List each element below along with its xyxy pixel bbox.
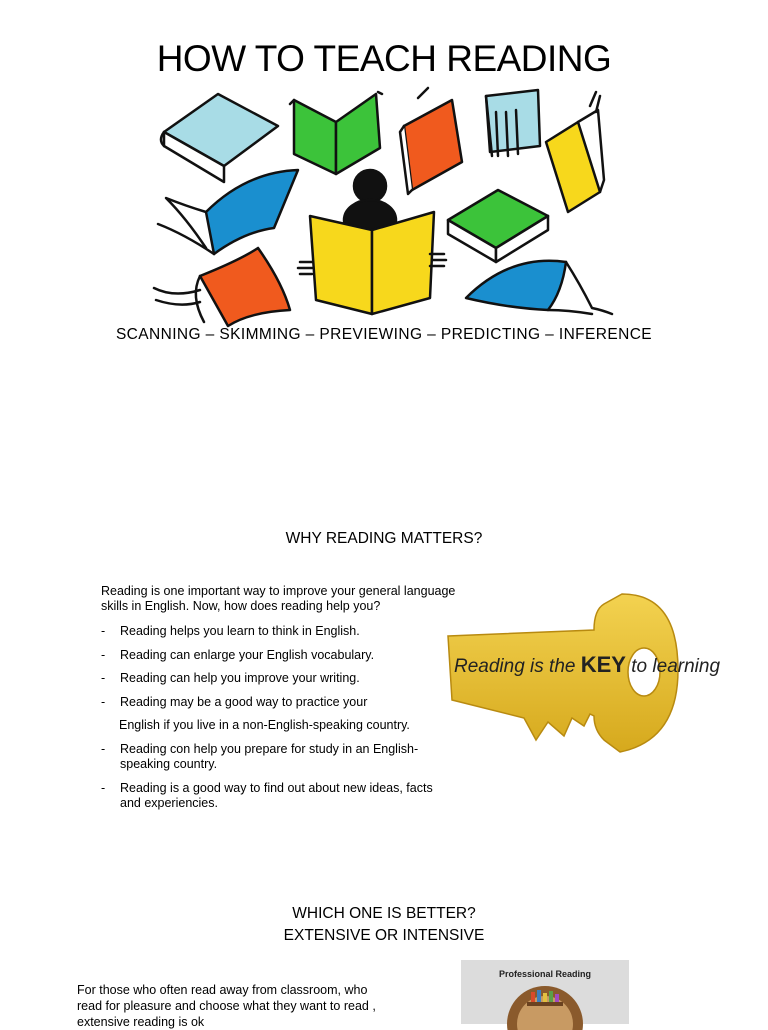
key-illustration — [444, 590, 721, 756]
bullet-text: Reading helps you learn to think in English. — [120, 624, 360, 638]
orange-book-icon — [400, 88, 462, 194]
why-reading-matters-heading: WHY READING MATTERS? — [285, 530, 483, 547]
bullet-dash: - — [101, 648, 106, 662]
key-text-before: Reading is the — [454, 656, 581, 677]
key-text-key: KEY — [580, 652, 626, 677]
bullet-continuation: English if you live in a non-English-speaking country. — [119, 718, 410, 732]
orange-open-book-icon — [154, 248, 290, 326]
bullet-dash: - — [101, 742, 106, 756]
bullet-dash: - — [101, 671, 106, 685]
green-closed-book-icon — [448, 190, 548, 262]
bullet-dash: - — [101, 695, 106, 709]
extensive-reading-text: For those who often read away from classroom, who read for pleasure and choose what they want to read , extensive reading is ok — [77, 983, 376, 1029]
which-heading-line1: WHICH ONE IS BETTER? — [292, 905, 476, 922]
blue-open-book-icon — [158, 170, 298, 254]
why-intro-text: Reading is one important way to improve your general language skills in English. Now, how does reading help you? — [101, 584, 456, 613]
light-blue-book-icon — [161, 94, 278, 182]
key-text-after: to learning — [626, 656, 721, 677]
open-light-blue-book-icon — [486, 90, 540, 156]
page-title: HOW TO TEACH READING — [156, 38, 612, 79]
reading-strategies: SCANNING – SKIMMING – PREVIEWING – PREDICTING – INFERENCE — [115, 326, 653, 343]
bullet-text: Reading may be a good way to practice your — [120, 695, 368, 709]
which-heading-line2: EXTENSIVE OR INTENSIVE — [283, 927, 485, 944]
green-book-icon — [290, 92, 382, 174]
professional-reading-label: Professional Reading — [498, 969, 592, 979]
bullet-text: Reading can enlarge your English vocabulary. — [120, 648, 375, 662]
books-illustration — [150, 82, 620, 322]
professional-reading-card — [461, 960, 629, 1024]
person-reading-icon — [298, 170, 446, 314]
bullet-text: Reading is a good way to find out about new ideas, facts and experiencies. — [120, 781, 433, 810]
yellow-book-icon — [546, 92, 604, 212]
bookshelf-circle-icon — [505, 984, 585, 1028]
bullet-dash: - — [101, 624, 106, 638]
bullet-dash: - — [101, 781, 106, 795]
bullet-text: Reading can help you improve your writing. — [120, 671, 360, 685]
blue-open-book-bottom-icon — [466, 261, 612, 314]
svg-text:Reading is the KEY to learning — [454, 652, 720, 677]
bullet-text: Reading con help you prepare for study in an English-speaking country. — [120, 742, 419, 771]
